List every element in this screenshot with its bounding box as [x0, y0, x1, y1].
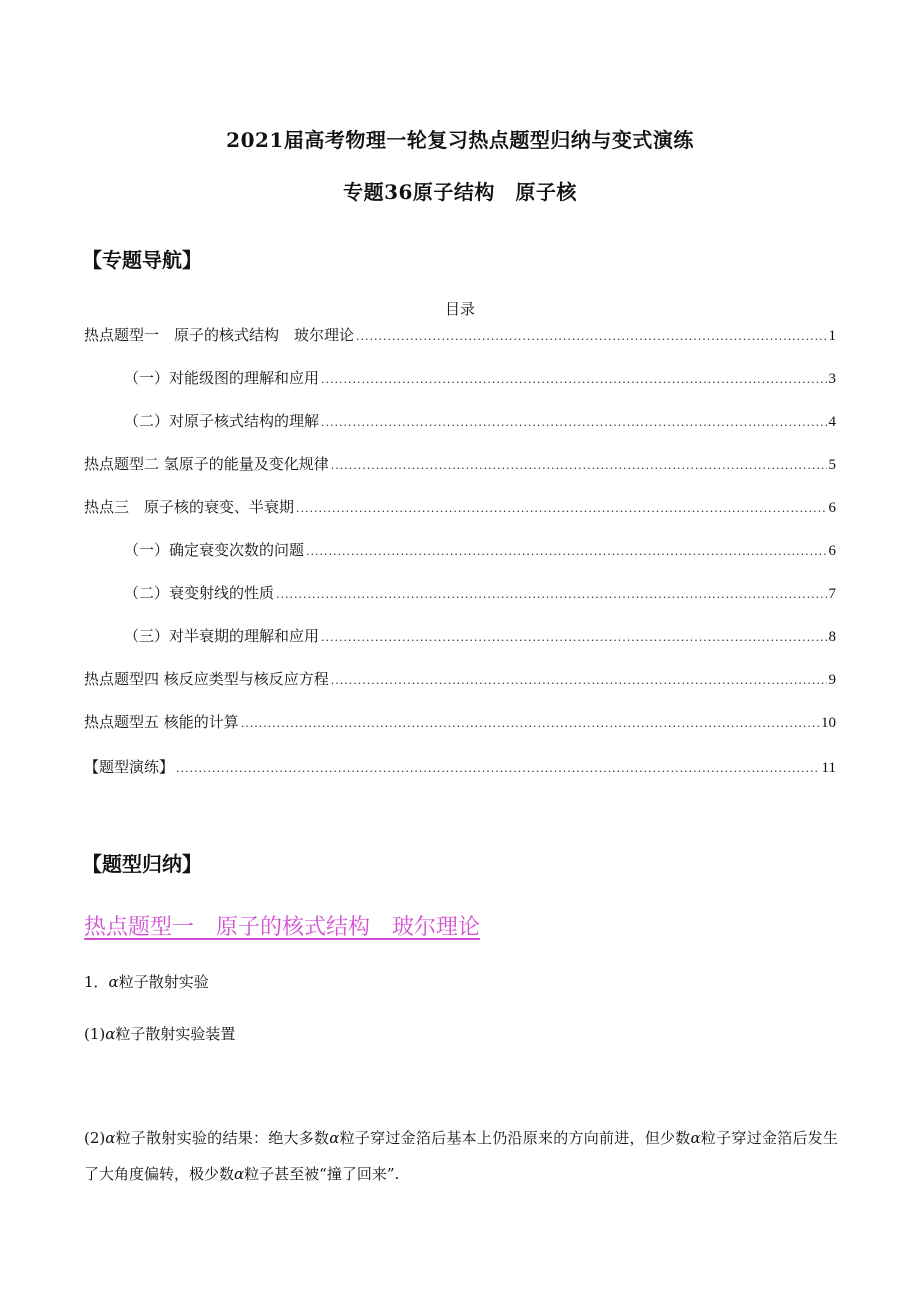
alpha-symbol: α [105, 1129, 116, 1147]
toc-entry-label: （二）对原子核式结构的理解 [124, 412, 320, 430]
toc-entry-page: 5 [828, 457, 836, 473]
toc-leader-dots [176, 762, 820, 775]
item-3-prefix: (2) [84, 1129, 106, 1147]
toc-leader-dots [331, 674, 827, 687]
toc-entry[interactable] [84, 756, 836, 780]
toc-entry-page: 11 [821, 760, 836, 776]
toc-entry[interactable] [84, 539, 836, 563]
toc-entry[interactable] [84, 711, 836, 735]
item-2 [84, 1016, 838, 1052]
hot-topic-heading[interactable]: 热点题型一 原子的核式结构 玻尔理论 [84, 915, 481, 940]
toc-entry-page: 6 [828, 543, 836, 559]
toc-entry[interactable] [84, 668, 836, 692]
item-1-prefix: 1． [84, 973, 109, 991]
item-3-text-d: 粒子甚至被“撞了回来”. [244, 1165, 400, 1183]
alpha-symbol: α [329, 1129, 340, 1147]
item-3-text-b: 粒子穿过金箔后基本上仍沿原来的方向前进，但少数 [339, 1129, 691, 1147]
item-3-text-a: 粒子散射实验的结果：绝大多数 [115, 1129, 330, 1147]
toc-entry-page: 10 [821, 715, 836, 731]
document-subtitle: 专题36原子结构 原子核 [343, 180, 577, 204]
toc-entry[interactable] [84, 324, 836, 348]
toc-entry-label: 【题型演练】 [84, 758, 175, 776]
alpha-symbol: α [105, 1025, 116, 1043]
toc-entry[interactable] [84, 410, 836, 434]
toc-leader-dots [296, 502, 826, 515]
toc-entry-page: 1 [828, 328, 836, 344]
toc-leader-dots [331, 459, 827, 472]
toc-leader-dots [241, 717, 819, 730]
toc-entry-label: （三）对半衰期的理解和应用 [124, 627, 320, 645]
toc-entry-page: 4 [828, 414, 836, 430]
toc-caption: 目录 [444, 300, 475, 318]
toc-entry-label: 热点题型二 氢原子的能量及变化规律 [84, 455, 329, 473]
toc-leader-dots [356, 330, 826, 343]
toc-leader-dots [321, 416, 826, 429]
alpha-symbol: α [234, 1165, 245, 1183]
toc-entry[interactable] [84, 582, 836, 606]
item-2-prefix: (1) [84, 1025, 106, 1043]
alpha-symbol: α [690, 1129, 701, 1147]
toc-entry-label: 热点三 原子核的衰变、半衰期 [84, 498, 295, 516]
toc-leader-dots [321, 373, 826, 386]
toc-leader-dots [321, 631, 826, 644]
toc-leader-dots [306, 545, 826, 558]
toc-entry-page: 8 [828, 629, 836, 645]
toc-entry-label: 热点题型一 原子的核式结构 玻尔理论 [84, 326, 355, 344]
toc-entry[interactable] [84, 625, 836, 649]
toc-entry-page: 3 [828, 371, 836, 387]
item-3 [84, 1120, 838, 1192]
toc-entry-page: 7 [828, 586, 836, 602]
toc-entry-page: 9 [828, 672, 836, 688]
toc-entry[interactable] [84, 453, 836, 477]
toc-leader-dots [276, 588, 826, 601]
toc-entry-label: （二）衰变射线的性质 [124, 584, 275, 602]
nav-heading: 【专题导航】 [82, 248, 202, 272]
toc-entry-page: 6 [828, 500, 836, 516]
document-title: 2021届高考物理一轮复习热点题型归纳与变式演练 [226, 128, 694, 152]
toc-entry-label: 热点题型四 核反应类型与核反应方程 [84, 670, 329, 688]
toc-entry-label: （一）确定衰变次数的问题 [124, 541, 305, 559]
item-1 [84, 964, 838, 1000]
toc-entry[interactable] [84, 367, 836, 391]
item-1-text: 粒子散射实验 [118, 973, 209, 991]
induction-heading: 【题型归纳】 [82, 852, 202, 876]
toc-entry[interactable] [84, 496, 836, 520]
alpha-symbol: α [108, 973, 119, 991]
toc-entry-label: 热点题型五 核能的计算 [84, 713, 239, 731]
item-2-text: 粒子散射实验装置 [115, 1025, 236, 1043]
toc-entry-label: （一）对能级图的理解和应用 [124, 369, 320, 387]
item-3-text-c: 粒子穿过金箔后发生了大角度偏转，极少数 [84, 1129, 838, 1183]
